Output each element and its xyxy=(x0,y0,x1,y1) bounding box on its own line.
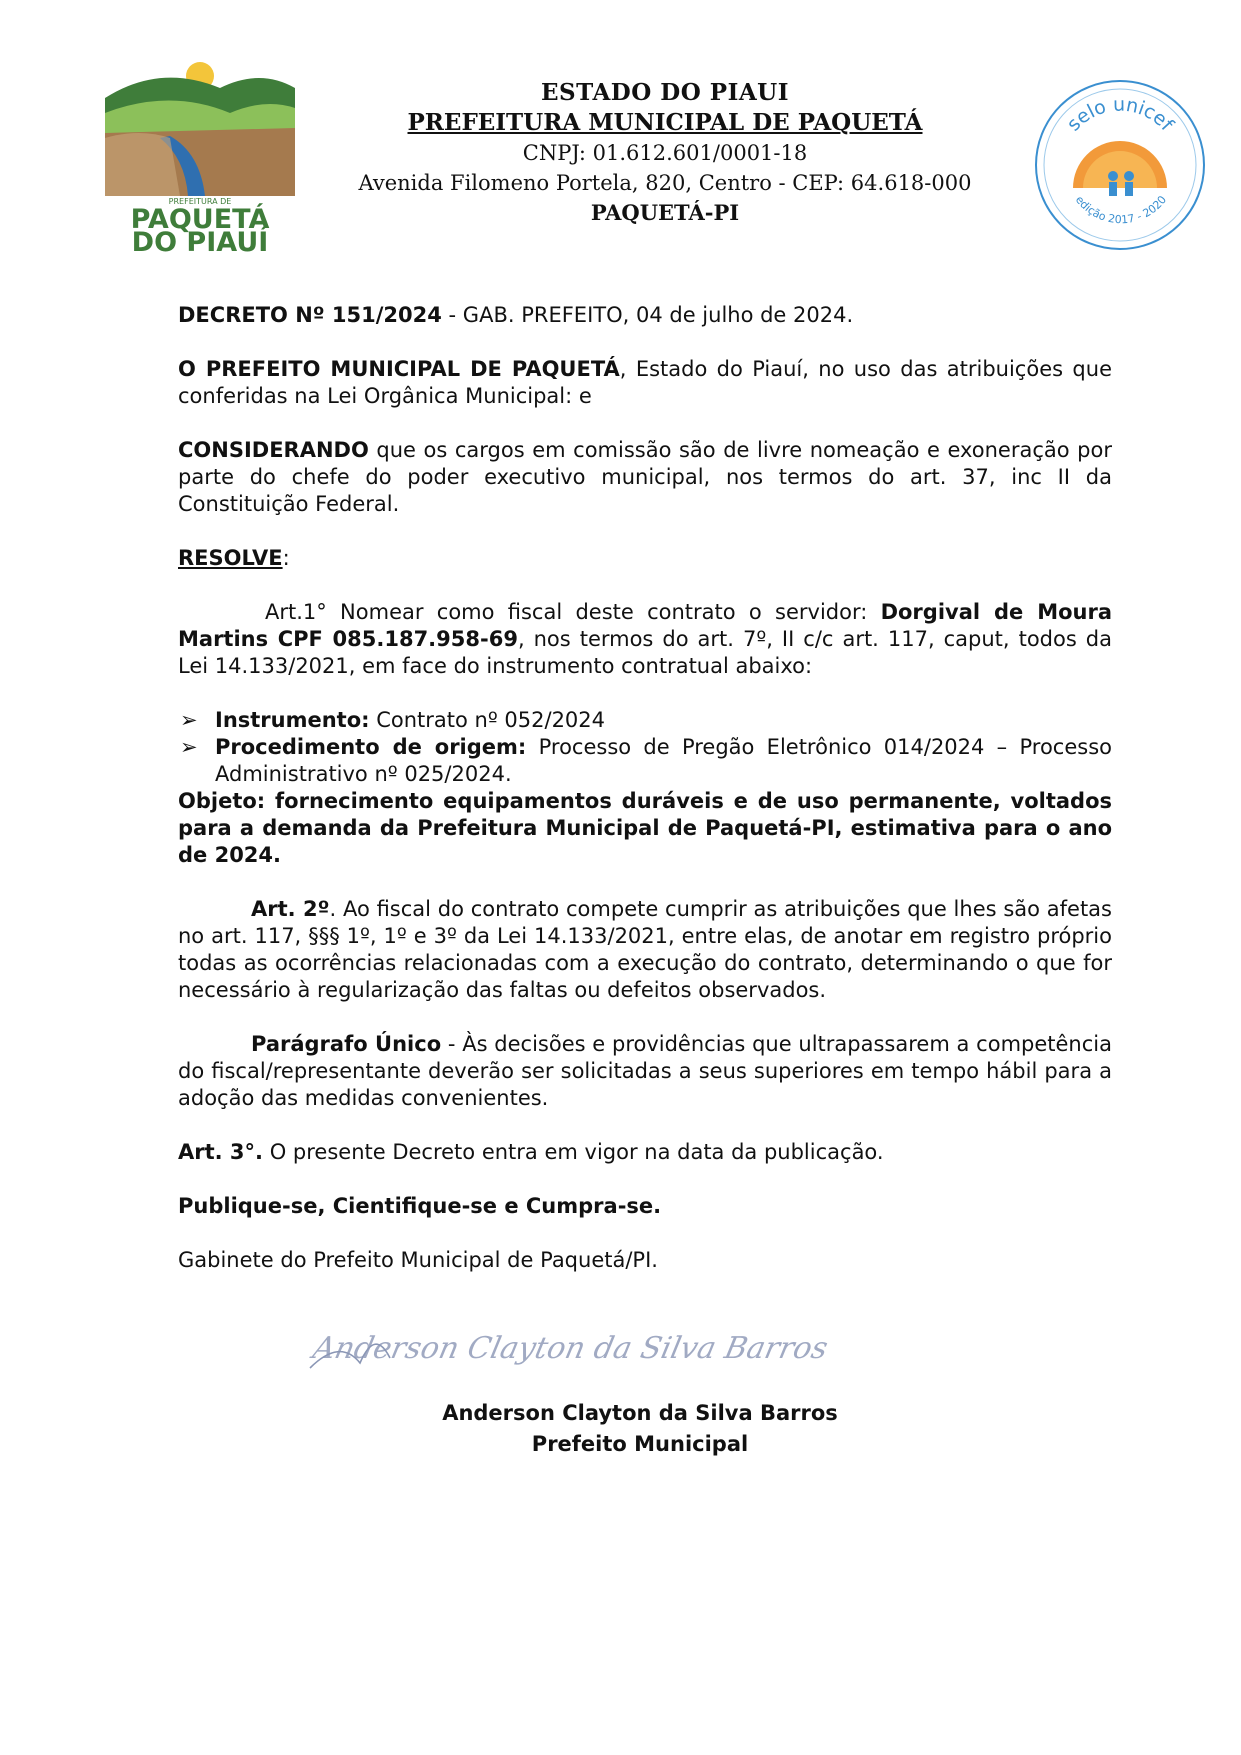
svg-text:selo unicef: selo unicef xyxy=(1062,93,1178,136)
art2-bold: Art. 2º xyxy=(251,897,330,921)
handwritten-signature xyxy=(300,1318,920,1378)
letterhead xyxy=(330,78,1000,228)
instrument-list xyxy=(178,707,1112,788)
signer-role: Prefeito Municipal xyxy=(531,1432,749,1456)
objeto-paragraph: Objeto: fornecimento equipamentos duráveis e de uso permanente, voltados para a demanda da Prefeitura Municipal de Paquetá-PI, estimativa para o ano de 2024. xyxy=(178,789,1112,867)
cnpj: CNPJ: 01.612.601/0001-18 xyxy=(522,141,808,165)
resolve-heading xyxy=(178,545,1112,572)
art2-text: . Ao fiscal do contrato compete cumprir as atribuições que lhes são afetas no art. 117, §§§ 1º, 1º e 3º da Lei 14.133/2021, entre elas, de anotar em registro próprio todas as ocorrências relacionadas com a execução do contrato, determinando o que for necessário à regularização das faltas ou defeitos observados. xyxy=(178,897,1112,1002)
city: PAQUETÁ-PI xyxy=(590,200,740,225)
paragrafo-text: - Às decisões e providências que ultrapassarem a competência do fiscal/representante deverão ser solicitadas a seus superiores em tempo hábil para a adoção das medidas convenientes. xyxy=(178,1032,1112,1110)
svg-text:PREFEITURA DE: PREFEITURA DE xyxy=(168,197,232,206)
arrow-bullet-icon: ➢ xyxy=(180,708,198,732)
svg-text:edição 2017 - 2020: edição 2017 - 2020 xyxy=(1072,193,1170,227)
paragrafo-unico xyxy=(178,1031,1112,1112)
decree-title-line xyxy=(178,302,1112,329)
paragrafo-bold: Parágrafo Único xyxy=(251,1032,442,1056)
considerando-bold: CONSIDERANDO xyxy=(178,438,369,462)
art1-paragraph xyxy=(178,599,1112,680)
prefeitura-paqueta-logo xyxy=(100,58,300,258)
art1-servidor-name: Dorgival de Moura Martins CPF 085.187.958-69 xyxy=(178,600,1112,651)
address: Avenida Filomeno Portela, 820, Centro - CEP: 64.618-000 xyxy=(358,171,972,195)
item-text: Contrato nº 052/2024 xyxy=(369,708,606,732)
resolve-label: RESOLVE xyxy=(178,546,283,570)
svg-text:Anderson Clayton da Silva Barr: Anderson Clayton da Silva Barros xyxy=(309,1331,831,1366)
item-label: Instrumento: xyxy=(215,708,370,732)
item-label: Procedimento de origem: xyxy=(215,735,527,759)
considerando-paragraph xyxy=(178,437,1112,518)
list-item xyxy=(178,734,1112,788)
intro-bold: O PREFEITO MUNICIPAL DE PAQUETÁ xyxy=(178,357,620,381)
publique-line: Publique-se, Cientifique-se e Cumpra-se. xyxy=(178,1194,662,1218)
decree-number: DECRETO Nº 151/2024 xyxy=(178,303,442,327)
art3-paragraph xyxy=(178,1139,1112,1166)
art3-text: O presente Decreto entra em vigor na data da publicação. xyxy=(263,1140,884,1164)
signer-name: Anderson Clayton da Silva Barros xyxy=(442,1401,838,1425)
considerando-text: que os cargos em comissão são de livre nomeação e exoneração por parte do chefe do poder executivo municipal, nos termos do art. 37, inc II da Constituição Federal. xyxy=(178,438,1112,516)
decree-body xyxy=(178,302,1112,1274)
item-text: Processo de Pregão Eletrônico 014/2024 – Processo Administrativo nº 025/2024. xyxy=(215,735,1112,786)
svg-text:PAQUETÁ: PAQUETÁ xyxy=(130,204,270,235)
intro-paragraph xyxy=(178,356,1112,410)
selo-unicef-seal xyxy=(1033,78,1207,252)
gabinete-line: Gabinete do Prefeito Municipal de Paquetá/PI. xyxy=(178,1248,658,1272)
art3-bold: Art. 3°. xyxy=(178,1140,264,1164)
art1-text1: Art.1° Nomear como fiscal deste contrato o servidor: xyxy=(265,600,881,624)
art1-text2: , nos termos do art. 7º, II c/c art. 117, caput, todos da Lei 14.133/2021, em face do instrumento contratual abaixo: xyxy=(178,627,1112,678)
state-name: ESTADO DO PIAUI xyxy=(540,79,790,106)
art2-paragraph xyxy=(178,896,1112,1004)
svg-text:DO PIAUÍ: DO PIAUÍ xyxy=(131,227,269,258)
list-item xyxy=(178,707,1112,734)
intro-text: , Estado do Piauí, no uso das atribuições que conferidas na Lei Orgânica Municipal: e xyxy=(178,357,1112,408)
decree-date: - GAB. PREFEITO, 04 de julho de 2024. xyxy=(441,303,854,327)
prefeitura-name: PREFEITURA MUNICIPAL DE PAQUETÁ xyxy=(407,109,923,136)
arrow-bullet-icon: ➢ xyxy=(180,735,198,759)
signer-block xyxy=(330,1398,950,1460)
resolve-colon: : xyxy=(282,546,290,570)
